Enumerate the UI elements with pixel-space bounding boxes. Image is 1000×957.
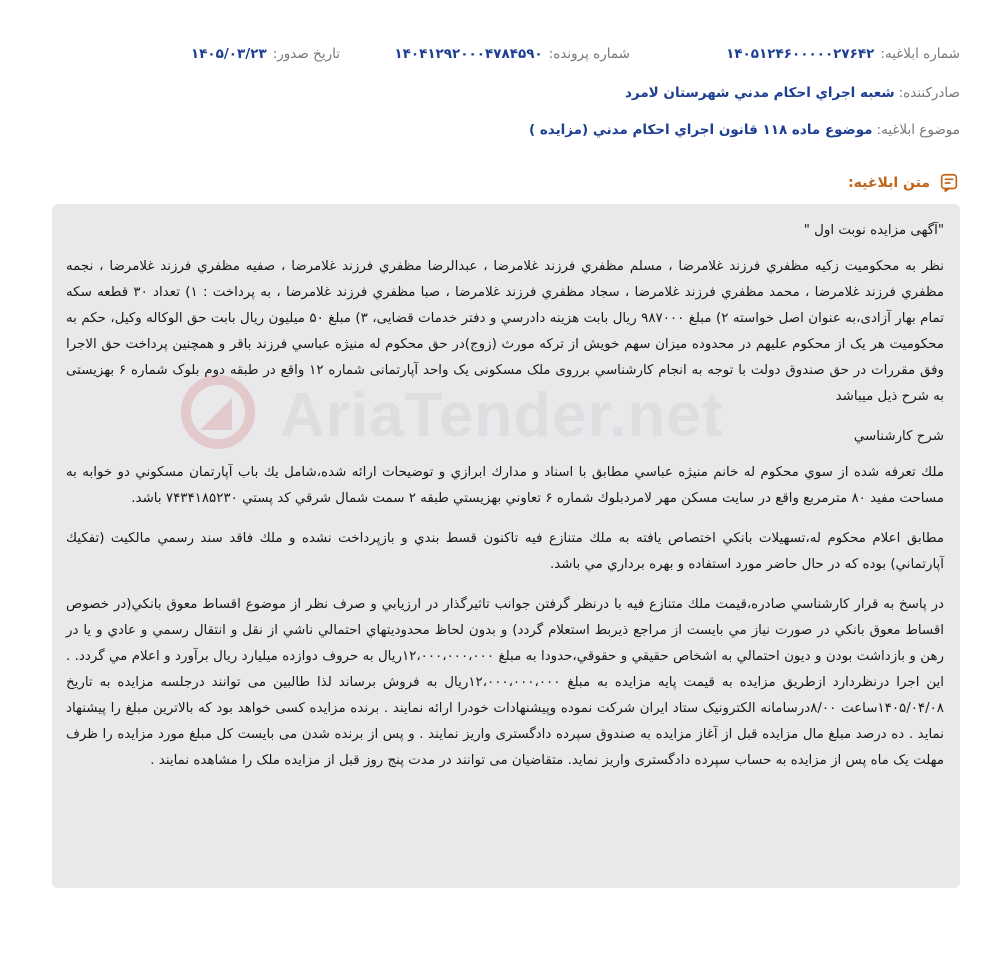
auction-announcement-title: "آگهی مزایده نوبت اول " [803,223,944,238]
judgment-paragraph: نظر به محكوميت زكيه مظفري فرزند غلامرضا ، مسلم مظفري فرزند غلامرضا ، عبدالرضا مظفري فرزند غلامرضا ، صفيه مظفري فرزند غلامرضا ، نجمه مظفري فرزند غلامرضا ، محمد مظفري فرزند غلامرضا ، سجاد مظفري فرزند غلامرضا ، صبا مظفري فرزند غلامرضا ، به پرداخت : ۱) تعداد ۳۰ قطعه سکه تمام بهار آزادی،به عنوان اصل خواسته ۲) مبلغ ۹۸۷۰۰۰ ريال بابت هزينه دادرسي و دفتر خدمات قضایی، ۳) مبلغ ۵۰ ميليون ريال بابت حق الوكاله وكيل، حکم به محکومیت هر یک از محکوم علیهم در محدوده میزان سهم خویش از ترکه مورث (زوج)در حق محکوم له منیژه عباسي فرزند باقر و همچنین پرداخت حق الاجرا وفق مقررات در حق صندوق دولت با توجه به انجام كارشناسي برروی ملک مسکونی یک واحد آپارتمانی شماره ۱۲ واقع در طبقه دوم بلوک شماره ۶ بهزیستی به شرح ذیل میباشد [66,259,945,404]
file-number [394,46,630,62]
file-number-label: شماره پرونده: [548,46,630,62]
issue-date-value: ۱۴۰۵/۰۳/۲۳ [190,46,267,62]
property-description-paragraph: ملك تعرفه شده از سوي محكوم له خانم منيژه عباسي مطابق با اسناد و مدارك ابرازي و توضيحات ارائه شده،شامل يك باب آپارتمان مسكوني دو خوابه به مساحت مفيد ۸۰ مترمربع واقع در سايت مسكن مهر لامردبلوك شماره ۶ تعاوني بهزيستي طبقه ۲ سمت شمال شرقي كد پستي ۷۴۳۴۱۸۵۲۳۰ باشد. [66,465,944,506]
issue-date-label: تاریخ صدور: [272,46,340,62]
notice-number-label: شماره ابلاغیه: [880,46,960,62]
issue-date [191,46,340,62]
expert-report-heading: شرح كارشناسي [853,429,944,444]
subject-value: موضوع ماده ۱۱۸ قانون اجراي احكام مدني (مزايده ) [528,122,873,138]
notice-body [52,204,960,888]
notice-number-value: ۱۴۰۵۱۲۴۶۰۰۰۰۰۲۷۶۴۲ [726,46,875,62]
notice-meta-row [40,46,960,70]
bank-facilities-paragraph: مطابق اعلام محكوم له،تسهيلات بانكي اختصاص يافته به ملك متنازع فيه تاكنون قسط بندي و بازپرداخت نشده و ملك فاقد سند رسمي مالكيت (تفكيك آپارتماني) بوده كه در حال حاضر مورد استفاده و بهره برداري مي باشد. [66,531,944,572]
notice-text-title: متن ابلاغیه: [848,175,930,191]
issuer-value: شعبه اجراي احكام مدني شهرستان لامرد [625,85,895,101]
subject-label: موضوع ابلاغیه: [876,122,960,138]
valuation-and-auction-paragraph: در پاسخ به قرار كارشناسي صادره،قيمت ملك متنازع فيه با درنظر گرفتن جوانب تاثيرگذار در ارزيابي و صرف نظر از موضوع اقساط معوق بانكي(در خصوص اقساط معوق بانكي در صورت نياز مي بايست از مراجع ذيربط استعلام گردد) و بدون لحاظ محدوديتهاي احتمالي ناشي از نقل و انتقال رسمي و عادي و يا در رهن و بازداشت بودن و ديون احتمالي به اشخاص حقيقي و حقوقي،حدودا به مبلغ ۱۲،۰۰۰،۰۰۰،۰۰۰ريال به حروف دوازده ميليارد ريال برآورد و اعلام مي گردد. . این اجرا درنظردارد ازطریق مزایده به قیمت پایه مزایده به مبلغ ۱۲،۰۰۰،۰۰۰،۰۰۰ريال به فروش برساند لذا طالبین می توانند درجلسه مزایده به تاریخ ۱۴۰۵/۰۴/۰۸ساعت ۸/۰۰درسامانه الکترونیک ستاد ایران شرکت نموده وپیشنهادات خودرا ارائه نمایند . برنده مزایده کسی خواهد بود که بالاترین مبلغ را پیشنهاد نماید . ده درصد مبلغ مال مزایده قبل از آغاز مزایده به صندوق سپرده دادگستری واریز نمایند . و پس از برنده شدن می بایست کل مبلغ مورد مزایده را ظرف مهلت یک ماه پس از مزایده به حساب سپرده دادگستری واریز نماید. متقاضیان می توانند در مدت پنج روز قبل از مزایده ملک را مشاهده نمایند . [66,597,945,768]
notice-number [726,46,960,62]
file-number-value: ۱۴۰۴۱۲۹۲۰۰۰۴۷۸۴۵۹۰ [394,46,543,62]
notice-text-icon [938,172,960,194]
subject-line [40,122,960,138]
issuer-line [40,85,960,101]
issuer-label: صادرکننده: [898,85,960,101]
notice-text-heading [848,170,960,196]
